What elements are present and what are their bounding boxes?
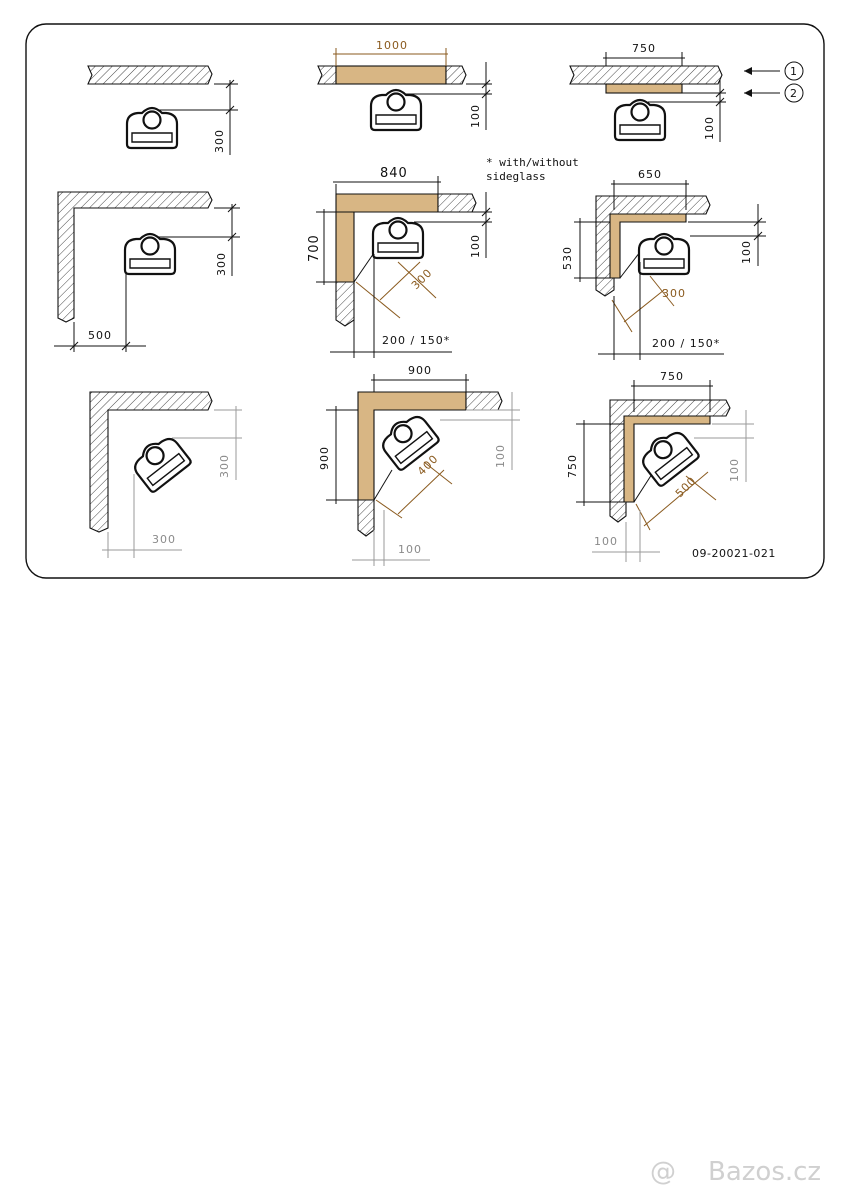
diagram-corner-840	[307, 166, 492, 358]
note-line-1: * with/without	[486, 156, 579, 169]
dim-d9-height: 750	[566, 454, 579, 478]
dim-d8-bottom: 100	[398, 543, 422, 556]
dim-d7-side: 300	[152, 533, 176, 546]
dim-d4-side: 500	[88, 329, 112, 342]
dim-d9-bottom: 100	[594, 535, 618, 548]
diagram-corner-650	[561, 168, 766, 360]
dim-d5-width: 840	[380, 166, 408, 181]
dim-d6-depth: 100	[740, 240, 753, 264]
dim-d9-diag: 500	[672, 473, 700, 501]
dim-d6-height: 530	[561, 246, 574, 270]
dim-d5-depth: 100	[469, 234, 482, 258]
dim-d3-depth: 100	[703, 116, 716, 140]
dim-d8-height: 900	[318, 446, 331, 470]
drawing-code: 09-20021-021	[692, 547, 776, 560]
note-line-2: sideglass	[486, 170, 546, 183]
dim-d5-diag: 300	[408, 265, 436, 293]
dim-d9-width: 750	[660, 370, 684, 383]
dim-d4-depth: 300	[215, 252, 228, 276]
sheet-frame	[26, 24, 824, 578]
diagram-straight-panel	[570, 42, 803, 142]
diagram-corner-angled	[90, 392, 242, 558]
diagram-corner-750	[566, 370, 754, 562]
dim-d6-diag: 300	[662, 287, 686, 300]
marker-1-label: 1	[790, 65, 797, 78]
diagram-straight-wall	[88, 66, 238, 155]
diagram-straight-combustible	[318, 39, 492, 130]
watermark: @	[650, 1157, 676, 1187]
watermark-text: Bazos.cz	[708, 1157, 822, 1187]
dim-d2-depth: 100	[469, 104, 482, 128]
dim-d2-width: 1000	[376, 39, 408, 52]
diagram-corner-900	[318, 364, 520, 566]
dim-d7-depth: 300	[218, 454, 231, 478]
dim-d9-depth: 100	[728, 458, 741, 482]
dim-d1-depth: 300	[213, 129, 226, 153]
dim-d5-height: 700	[307, 234, 322, 262]
diagram-corner-wall	[54, 192, 240, 352]
marker-2-label: 2	[790, 87, 797, 100]
dim-d8-depth: 100	[494, 444, 507, 468]
dim-d6-bottom: 200 / 150*	[652, 337, 721, 350]
dim-d8-width: 900	[408, 364, 432, 377]
dim-d5-bottom: 200 / 150*	[382, 334, 451, 347]
dim-d8-diag: 400	[414, 451, 442, 479]
dim-d6-width: 650	[638, 168, 662, 181]
dim-d3-width: 750	[632, 42, 656, 55]
